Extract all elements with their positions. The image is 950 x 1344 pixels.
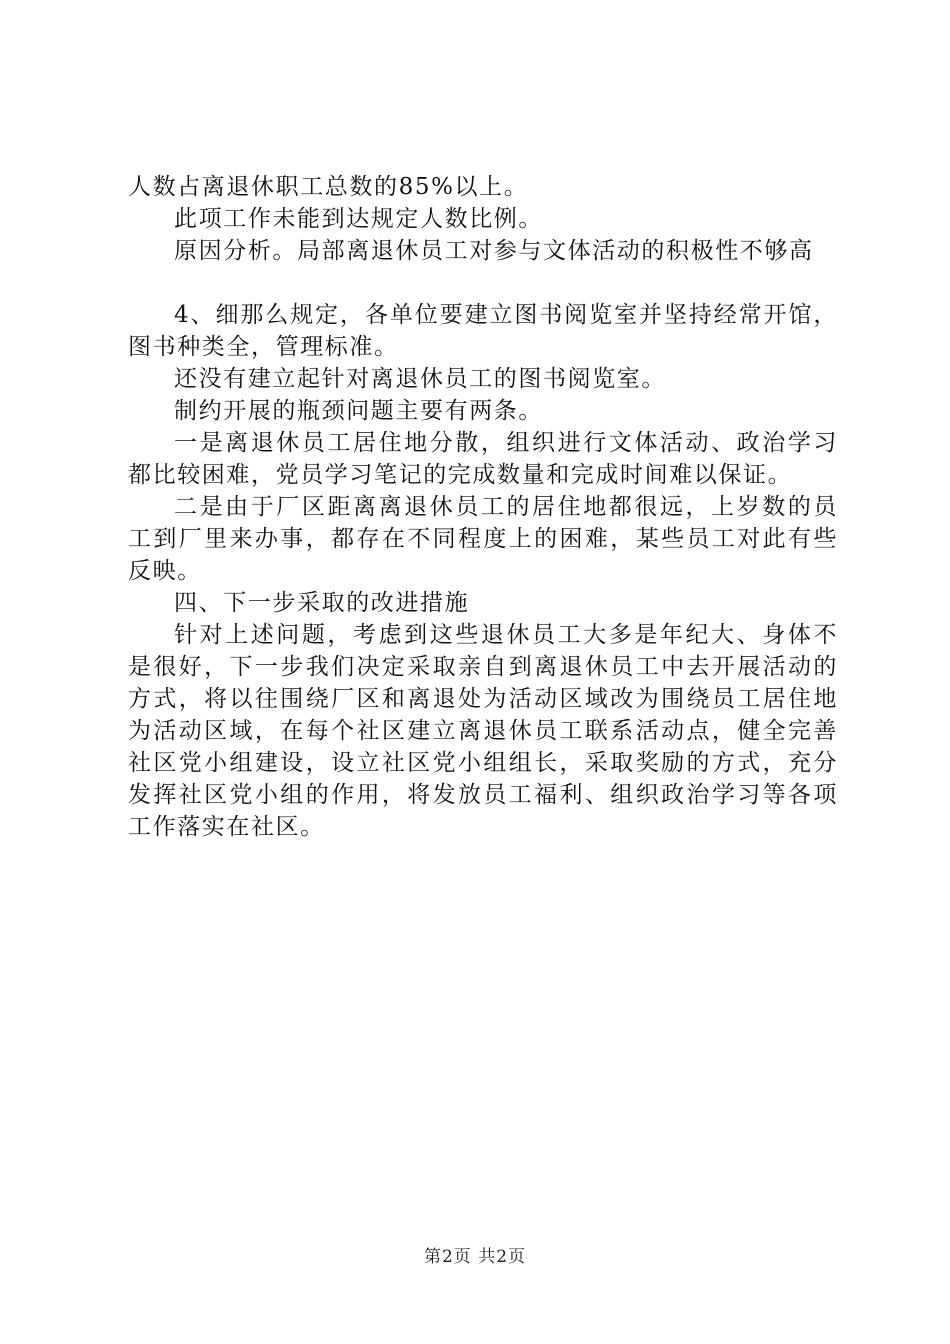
page-footer: 第2页 共2页 [423, 1247, 527, 1267]
paragraph-1: 人数占离退休职工总数的85%以上。 [128, 174, 529, 200]
document-body [128, 171, 838, 843]
paragraph-9: 针对上述问题，考虑到这些退休员工大多是年纪大、身体不是很好，下一步我们决定采取亲自到离退休员工中去开展活动的方式，将以往围绕厂区和离退处为活动区域改为围绕员工居住地为活动区域，在每个社区建立离退休员工联系活动点，健全完善社区党小组建设，设立社区党小组组长，采取奖励的方式，充分发挥社区党小组的作用，将发放员工福利、组织政治学习等各项工作落实在社区。 [128, 622, 838, 840]
paragraph-gap [128, 267, 838, 299]
paragraph-2: 此项工作未能到达规定人数比例。 [174, 206, 543, 232]
paragraph-7: 一是离退休员工居住地分散，组织进行文体活动、政治学习都比较困难，党员学习笔记的完成数量和完成时间难以保证。 [128, 430, 838, 488]
section-heading: 四、下一步采取的改进措施 [174, 590, 470, 616]
paragraph-6: 制约开展的瓶颈问题主要有两条。 [174, 398, 543, 424]
paragraph-8: 二是由于厂区距离离退休员工的居住地都很远，上岁数的员工到厂里来办事，都存在不同程度上的困难，某些员工对此有些反映。 [128, 494, 838, 584]
paragraph-4: 4、细那么规定，各单位要建立图书阅览室并坚持经常开馆，图书种类全，管理标准。 [128, 302, 838, 360]
paragraph-3: 原因分析。局部离退休员工对参与文体活动的积极性不够高 [174, 238, 814, 264]
paragraph-5: 还没有建立起针对离退休员工的图书阅览室。 [174, 366, 666, 392]
